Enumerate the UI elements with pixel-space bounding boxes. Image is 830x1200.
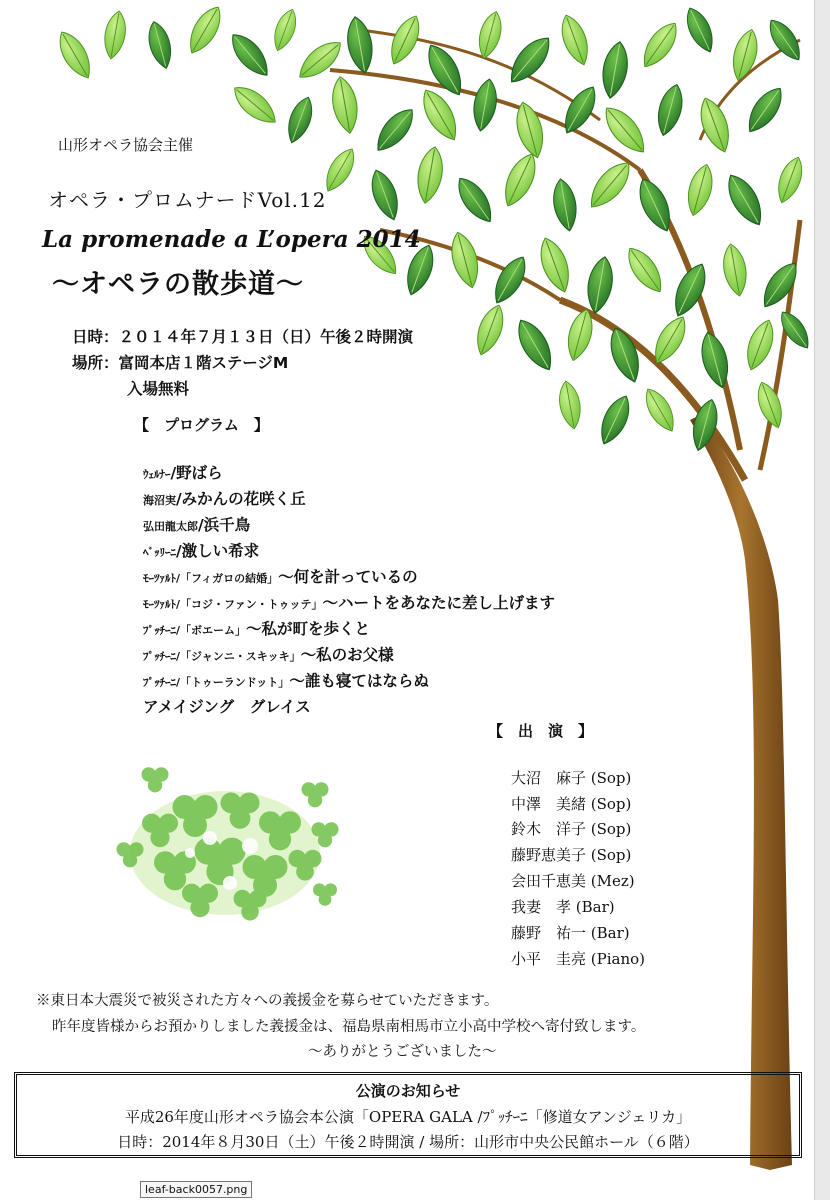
performer-item: 藤野恵美子 (Sop) [511, 846, 632, 864]
clover-illustration [100, 758, 350, 938]
performer-item: 大沼 麻子 (Sop) [511, 769, 632, 787]
performer-item: 会田千恵美 (Mez) [511, 872, 635, 890]
thanks-text: ～ありがとうございました～ [308, 1044, 497, 1060]
program-item: アメイジング グレイス [143, 698, 311, 716]
filename-tooltip: leaf-back0057.png [140, 1181, 252, 1198]
program-item: ﾍﾞｯﾘｰﾆ/激しい希求 [143, 542, 260, 560]
announcement-line1: 平成26年度山形オペラ協会本公演「OPERA GALA /ﾌﾟｯﾁｰﾆ「修道女アンジェリカ」 [124, 1108, 692, 1126]
program-item: ﾌﾟｯﾁｰﾆ/「ボエーム」～私が町を歩くと [143, 620, 371, 638]
admission-free: 入場無料 [127, 380, 190, 398]
program-item: 弘田龍太郎/浜千鳥 [143, 516, 251, 534]
title-latin: La promenade a L’opera 2014 [42, 226, 421, 253]
performer-item: 鈴木 洋子 (Sop) [511, 820, 632, 838]
program-item: ﾌﾟｯﾁｰﾆ/「トゥーランドット」～誰も寝てはならぬ [143, 672, 429, 690]
event-venue: 場所：富岡本店１階ステージM [72, 354, 289, 372]
organizer-text: 山形オペラ協会主催 [58, 136, 194, 154]
performer-item: 中澤 美緒 (Sop) [511, 795, 632, 813]
performers-heading: 【 出 演 】 [488, 722, 594, 740]
page-edge [814, 0, 830, 1200]
announcement-title: 公演のお知らせ [355, 1082, 461, 1100]
announcement-line2: 日時：2014年８月30日（土）午後２時開演 / 場所：山形市中央公民館ホール（６階） [117, 1133, 699, 1151]
announcement-box [14, 1072, 802, 1158]
donation-report: 昨年度皆様からお預かりしました義援金は、福島県南相馬市立小高中学校へ寄付致します。 [52, 1019, 646, 1035]
event-date: 日時：２０１４年７月１３日（日）午後２時開演 [72, 328, 414, 346]
program-item: ﾌﾟｯﾁｰﾆ/「ジャンニ・スキッキ」～私のお父様 [143, 646, 394, 664]
performer-item: 小平 圭亮 (Piano) [511, 950, 645, 968]
donation-notice: ※東日本大震災で被災された方々への義援金を募らせていただきます。 [36, 993, 499, 1009]
series-title: オペラ・プロムナードVol.12 [48, 188, 327, 212]
program-item: ﾓｰﾂｧﾙﾄ/「コジ・ファン・トゥッテ」～ハートをあなたに差し上げます [143, 594, 556, 612]
title-japanese: ～オペラの散歩道～ [52, 269, 304, 300]
program-item: ｳｪﾙﾅｰ/野ばら [143, 464, 223, 482]
performer-item: 我妻 孝 (Bar) [511, 898, 615, 916]
program-item: ﾓｰﾂｧﾙﾄ/「フィガロの結婚」～何を計っているの [143, 568, 418, 586]
program-heading: 【 プログラム 】 [134, 416, 269, 434]
performer-item: 藤野 祐一 (Bar) [511, 924, 630, 942]
program-item: 海沼実/みかんの花咲く丘 [143, 490, 306, 508]
